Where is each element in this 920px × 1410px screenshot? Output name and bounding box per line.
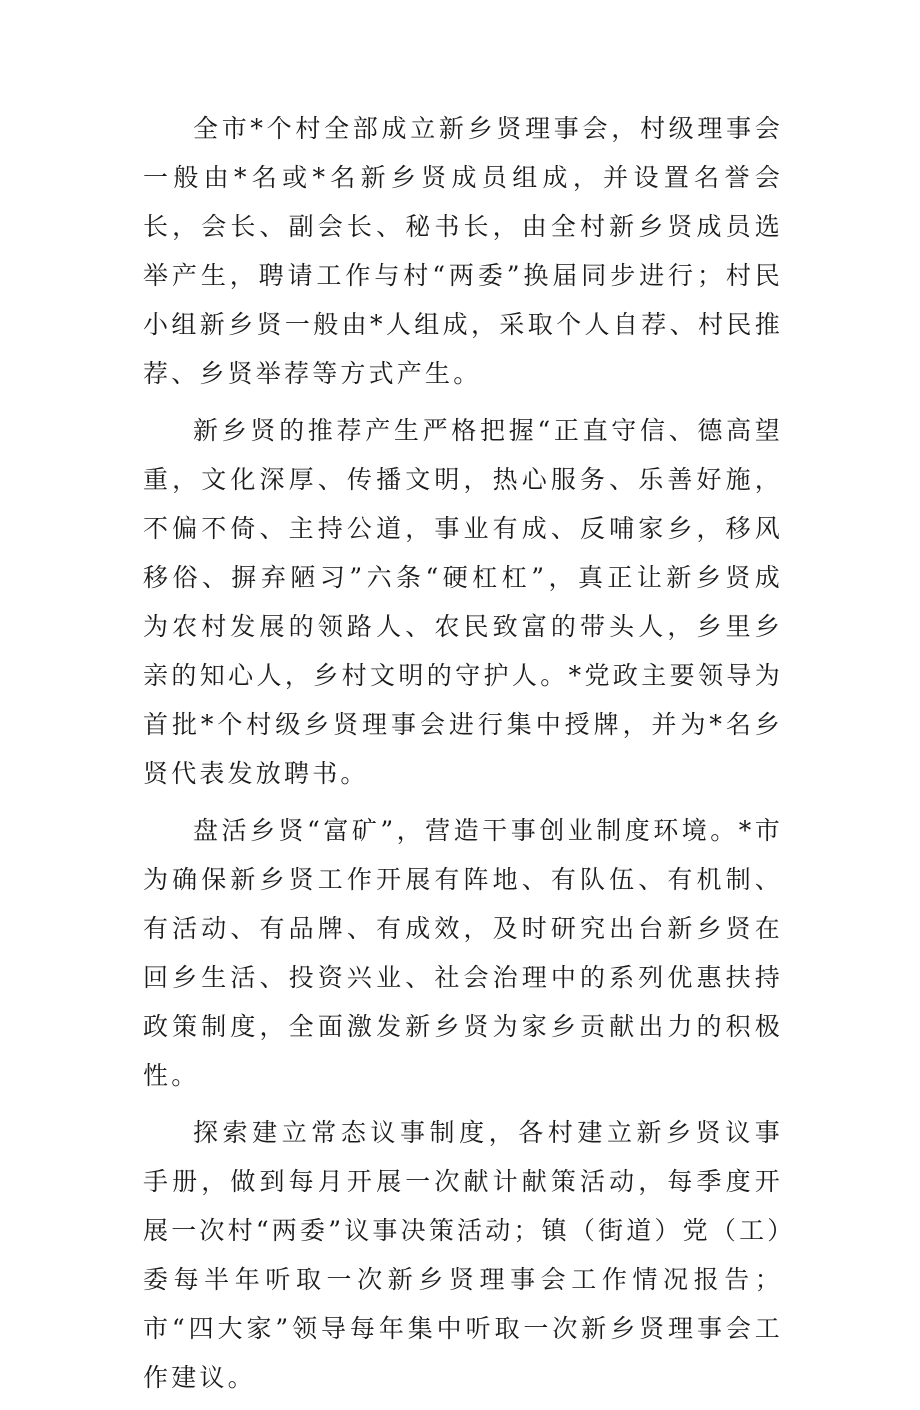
- paragraph-4: 探索建立常态议事制度，各村建立新乡贤议事手册，做到每月开展一次献计献策活动，每季度开展一次村“两委”议事决策活动；镇（街道）党（工）委每半年听取一次新乡贤理事会工作情况报告；市“四大家”领导每年集中听取一次新乡贤理事会工作建议。: [143, 1118, 783, 1392]
- paragraph-1: 全市*个村全部成立新乡贤理事会，村级理事会一般由*名或*名新乡贤成员组成，并设置名誉会长，会长、副会长、秘书长，由全村新乡贤成员选举产生，聘请工作与村“两委”换届同步进行；村民小组新乡贤一般由*人组成，采取个人自荐、村民推荐、乡贤举荐等方式产生。: [143, 114, 783, 388]
- document-body: [143, 104, 783, 1410]
- paragraph-3: 盘活乡贤“富矿”，营造干事创业制度环境。*市为确保新乡贤工作开展有阵地、有队伍、有机制、有活动、有品牌、有成效，及时研究出台新乡贤在回乡生活、投资兴业、社会治理中的系列优惠扶持政策制度，全面激发新乡贤为家乡贡献出力的积极性。: [143, 816, 783, 1090]
- paragraph-2: 新乡贤的推荐产生严格把握“正直守信、德高望重，文化深厚、传播文明，热心服务、乐善好施，不偏不倚、主持公道，事业有成、反哺家乡，移风移俗、摒弃陋习”六条“硬杠杠”，真正让新乡贤成为农村发展的领路人、农民致富的带头人，乡里乡亲的知心人，乡村文明的守护人。*党政主要领导为首批*个村级乡贤理事会进行集中授牌，并为*名乡贤代表发放聘书。: [143, 416, 783, 788]
